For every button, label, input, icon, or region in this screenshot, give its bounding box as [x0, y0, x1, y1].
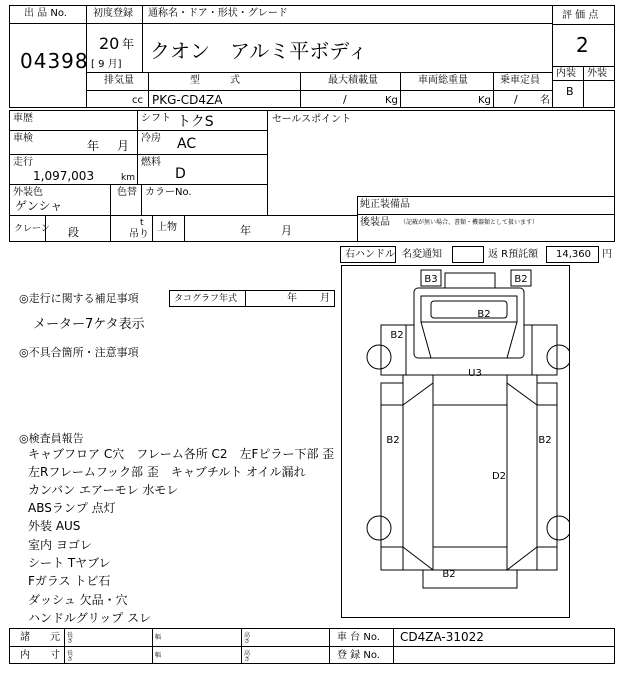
ac-label: 冷房	[141, 133, 161, 144]
crane-label: クレーン	[14, 224, 50, 234]
crane-stage-unit: 段	[68, 226, 79, 239]
history-label: 車歴	[13, 113, 33, 124]
inspector-line: ハンドルグリップ スレ	[28, 611, 152, 625]
capacity-label: 乗車定員	[500, 75, 540, 86]
rhd-label: 右ハンドル	[345, 249, 395, 260]
inspection-label: 車検	[13, 133, 33, 144]
aftermarket-label: 後装品	[360, 217, 390, 228]
mileage-unit: km	[121, 173, 135, 183]
registration-year: 20	[99, 34, 120, 53]
supplement-text: メーター7ケタ表示	[33, 317, 145, 332]
exterior-color-label: 外装色	[13, 187, 43, 198]
interior-dimensions-label: 内 寸	[20, 650, 60, 661]
exterior-color-value: ゲンシャ	[15, 199, 63, 213]
body-month-unit: 月	[281, 224, 292, 237]
color-number-label: カラーNo.	[145, 187, 192, 198]
deposit-value: 14,360	[556, 249, 591, 260]
displacement-unit: cc	[132, 95, 143, 106]
shift-value: トクS	[177, 114, 214, 130]
lot-number-label: 出 品 No.	[24, 8, 67, 19]
body-year-unit: 年	[240, 224, 251, 237]
capacity-value: /	[514, 93, 518, 106]
body-label: 上物	[157, 222, 177, 233]
crane-ton-mark: t	[140, 218, 144, 228]
capacity-unit: 名	[540, 95, 550, 106]
damage-mark: U3	[468, 368, 482, 379]
interior-grade-label: 内装	[556, 68, 576, 79]
chassis-number-label: 車 台 No.	[337, 632, 380, 643]
genuine-equipment-label: 純正装備品	[360, 199, 410, 210]
displacement-label: 排気量	[104, 75, 134, 86]
tachograph-label: タコグラフ年式	[174, 294, 238, 304]
length-label: 長さ	[67, 650, 74, 663]
inspection-month-unit: 月	[117, 139, 130, 153]
exterior-grade-label: 外装	[587, 68, 607, 79]
height-label: 高さ	[244, 632, 251, 645]
tachograph-month-unit: 月	[320, 293, 330, 304]
damage-mark: B2	[442, 569, 456, 580]
mileage-label: 走行	[13, 157, 33, 168]
fuel-label: 燃料	[141, 157, 161, 168]
inspector-heading: ◎検査員報告	[19, 432, 84, 445]
tachograph-year-unit: 年	[287, 293, 297, 304]
width-label: 幅	[155, 652, 162, 659]
overall-score: 2	[576, 33, 589, 57]
color-change-label: 色替	[117, 187, 137, 198]
inspector-line: キャブフロア C穴 フレーム各所 C2 左Fピラー下部 歪	[28, 447, 335, 461]
damage-mark: B3	[424, 274, 438, 285]
deposit-unit: 円	[602, 249, 612, 260]
inspector-line: 室内 ヨゴレ	[28, 538, 92, 552]
name-change-box	[452, 246, 484, 263]
score-label: 評 価 点	[562, 10, 599, 21]
truck-diagram	[341, 265, 570, 618]
gross-weight-unit: Kg	[478, 95, 491, 106]
name-change-label: 名変通知	[402, 249, 442, 260]
vehicle-name: クオン アルミ平ボディ	[150, 39, 368, 63]
inspector-line: ダッシュ 欠品・穴	[28, 593, 128, 607]
inspector-line: 外装 AUS	[28, 519, 81, 533]
vehicle-name-label: 通称名・ドア・形状・グレード	[148, 8, 288, 19]
damage-mark: D2	[491, 471, 507, 482]
mileage-value: 1,097,003	[33, 169, 95, 183]
first-registration-label: 初度登録	[93, 8, 133, 19]
inspector-line: シート Tヤブレ	[28, 556, 111, 570]
damage-mark: B2	[386, 435, 400, 446]
inspector-line: ABSランプ 点灯	[28, 501, 116, 515]
dimensions-label: 諸 元	[20, 632, 60, 643]
lot-number: 04398	[20, 49, 89, 73]
crane-lift-label: 吊り	[129, 229, 149, 240]
model-label: 型 式	[190, 75, 240, 86]
selling-points-label: セールスポイント	[272, 114, 352, 125]
defects-heading: ◎不具合箇所・注意事項	[19, 346, 139, 359]
ac-value: AC	[177, 136, 197, 152]
model-code: PKG-CD4ZA	[152, 93, 223, 107]
year-unit: 年	[122, 37, 135, 51]
shift-label: シフト	[141, 113, 171, 124]
length-label: 長さ	[67, 632, 74, 645]
damage-mark: B2	[477, 309, 491, 320]
damage-mark: B2	[514, 274, 528, 285]
inspector-line: カンバン エアーモレ 水モレ	[28, 483, 179, 497]
registration-number-label: 登 録 No.	[337, 650, 380, 661]
aftermarket-note: （記載が無い場合、書類・機器類として扱います）	[400, 219, 539, 226]
chassis-number: CD4ZA-31022	[400, 630, 484, 644]
max-load-label: 最大積載量	[328, 75, 378, 86]
inspection-year-unit: 年	[87, 139, 100, 153]
recycle-deposit-label: 返 R預託額	[488, 249, 539, 260]
fuel-value: D	[175, 166, 186, 182]
damage-mark: B2	[538, 435, 552, 446]
height-label: 高さ	[244, 650, 251, 663]
supplement-heading: ◎走行に関する補足事項	[19, 292, 139, 305]
inspector-line: 左Rフレームフック部 歪 キャブチルト オイル漏れ	[28, 465, 306, 479]
max-load-value: /	[343, 93, 347, 106]
inspector-line: Fガラス トビ石	[28, 574, 111, 588]
registration-month: [ 9 月]	[91, 59, 122, 70]
max-load-unit: Kg	[385, 95, 398, 106]
interior-grade: B	[566, 85, 574, 98]
width-label: 幅	[155, 634, 162, 641]
damage-mark: B2	[390, 330, 404, 341]
gross-weight-label: 車両総重量	[418, 75, 468, 86]
